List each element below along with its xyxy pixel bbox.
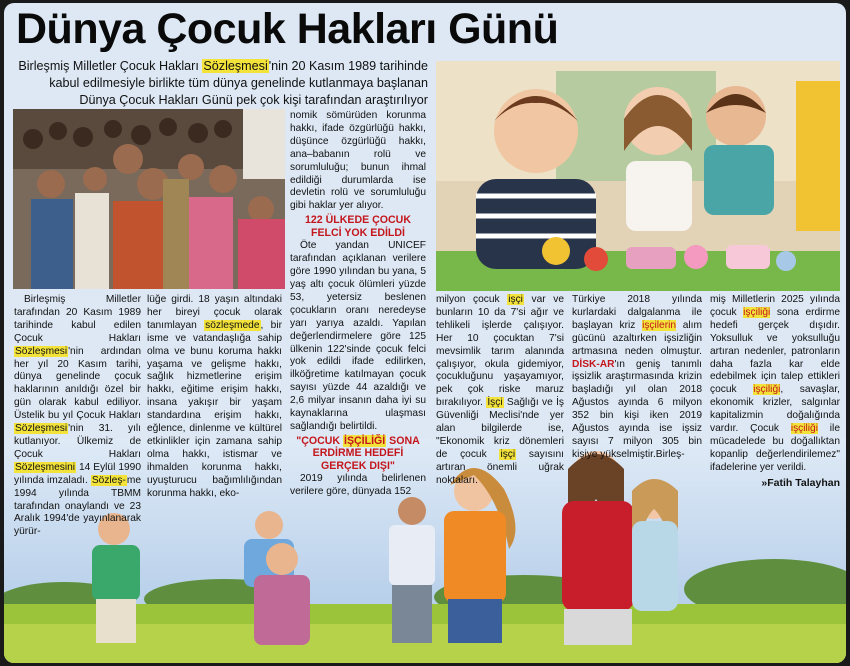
article-column-4 <box>436 294 564 488</box>
lead-paragraph <box>16 58 428 109</box>
col5-disk-ar: DİSK-AR <box>572 358 615 370</box>
lead-text-2: 'nin 20 Kasım 1989 tarihinde kabul edilmesiyle birlikte tüm dünya genelinde kutlanmaya başlanan Dünya Çocuk Hakları Günü pek çok kişi tarafından araştırılıyor <box>49 59 428 107</box>
col1-text-4: 14 Eylül 1990 yılında imzaladı. <box>14 461 141 486</box>
col1-highlight-3: Sözleşmesini <box>15 461 76 473</box>
col6-text-3: , savaşlar, ekonomik krizler, salgınlar kapitalizmin doğalığında vardır. Çocuk <box>710 384 840 435</box>
children-playing-photo <box>436 61 840 291</box>
col4-highlight-1: işçi <box>508 294 523 305</box>
col2-text-1: lüğe girdi. 18 yaşın altındaki her bireyi çocuk olarak tanımlayan <box>147 294 282 331</box>
lead-highlight: Sözleşmesi <box>203 59 268 73</box>
col1-text-1: Birleşmiş Milletler tarafından 20 Kasım 1989 tarihinde kabul edilen Çocuk Hakları <box>14 294 141 344</box>
subhead-child-labor-b: SONA ERDİRME HEDEFİ GERÇEK DIŞI" <box>312 434 420 472</box>
subhead-child-labor-highlight: İŞÇİLİĞİ <box>344 434 386 447</box>
newspaper-page <box>4 3 846 663</box>
article-column-2 <box>147 294 282 501</box>
crowd-photo <box>13 109 285 289</box>
article-column-3 <box>290 110 426 499</box>
lead-text-1: Birleşmiş Milletler Çocuk Hakları <box>18 59 203 73</box>
article-column-1 <box>14 294 141 539</box>
col5-highlight-1: işçilerin <box>642 319 677 331</box>
col6-highlight-2: işçiliği <box>753 384 781 396</box>
subhead-polio: 122 ÜLKEDE ÇOCUK FELCİ YOK EDİLDİ <box>305 214 411 239</box>
col6-text-1: miş Milletlerin 2025 yılında çocuk <box>710 294 840 318</box>
col4-text-1: milyon çocuk <box>436 294 508 305</box>
author-byline: »Fatih Talayhan <box>761 476 840 489</box>
col1-highlight-2: Sözleşmesi <box>15 423 68 435</box>
col1-highlight-4: Sözleş- <box>91 474 126 486</box>
col3-text-1: nomik sömürüden korunma hakkı, ifade özgürlüğü hakkı, düşünce özgürlüğü hakkı, ana–babanın rolü ve sorumluluğu; bunun ihmal edildiği durumlarda ise devletin rolü ve sorumluluğu gibi haklar yer alıyor. <box>290 110 426 212</box>
subhead-child-labor-a: "ÇOCUK <box>296 434 344 447</box>
col6-highlight-3: işçiliği <box>790 423 818 435</box>
subhead-child-labor <box>290 435 426 473</box>
col6-highlight-1: işçiliği <box>743 306 771 318</box>
article-column-5 <box>572 294 702 462</box>
col5-text-3: 'ın geniş tanımlı işsizlik araştırmasında krizin başladığı yıl olan 2018 Ağustos ayında 6 milyon 352 bin kişi iken 2019 Ağustos ayında ise işsiz sayısı 7 milyon 305 bin kişiye yükselmiştir.Birleş- <box>572 358 702 460</box>
article-column-6 <box>710 294 840 490</box>
col6-text-2: sona erdirme hedefi gerçek dışıdır. Yoksulluk ve yoksulluğu artıran nedenler, patronların daha fazla kar elde edebilmek için talep ettikleri çocuk <box>710 306 840 396</box>
col4-text-2: var ve bunların 10 da 7'si ağır ve tehlikeli işlerde çalışıyor. Her 10 çocuktan 7'si mevsimlik tarım alanında çalışıyor, okula gidemiyor, çocukluğunu yaşayamıyor, pek çok riske maruz bırakılıyor. <box>436 294 565 409</box>
col4-text-3: Sağlığı ve İş Güvenliği Meclisi'nde yer alan bilgilerde ise, "Ekonomik kriz dönemleri de çocuk <box>436 397 564 460</box>
col1-text-2: 'nin ardından her yıl 20 Kasım tarihi, dünya genelinde çocuk haklarının anıldığı özel bir gün olarak kabul ediliyor. Üstelik bu yıl Çocuk Hakları <box>14 345 141 422</box>
col2-highlight-1: sözleşmede <box>205 319 260 331</box>
col3-text-3: 2019 yılında belirlenen verilere göre, dünyada 152 <box>290 473 426 498</box>
col4-highlight-3: işçi <box>500 448 516 460</box>
col6-text-4: ile mücadelede bu doğallıktan kopanlip değerlendirilemez" ifadelerine yer verildi. <box>710 423 840 473</box>
col3-text-2: Öte yandan UNICEF tarafından açıklanan verilere göre 1990 yılından bu yana, 5 yaş altı çocuk ölümleri yüzde 53, yetersiz beslenen çocukların oranı neredeyse yarı yarıya azaldı. Yapılan değerlendirmelere göre 125 ülkenin 122'sinde çocuk felci yok edildi ifade edilirken, ilköğretime katılmayan çocuk sayısı yüzde 44 azaldığı ve 2,6 milyar insanın daha iyi su kaynaklarına ulaşması sağlandığı belirtildi. <box>290 240 426 432</box>
col1-text-3: 'nin 31. yılı kutlanıyor. Ülkemiz de Çocuk Hakları <box>14 423 141 460</box>
col5-text-1: Türkiye 2018 yılında kurlardaki dalgalanma ile başlayan kriz <box>572 294 702 331</box>
col4-highlight-2: İşçi <box>487 397 503 409</box>
col1-highlight-1: Sözleşmesi <box>15 345 68 357</box>
col4-text-4: sayısını artıran önemli uğrak noktaları. <box>436 448 565 486</box>
page-title: Dünya Çocuk Hakları Günü <box>16 5 559 53</box>
col5-text-2: alım gücünü azaltırken işsizliğin artmasına neden olmuştur. <box>572 319 702 357</box>
col1-text-5: me 1994 yılında TBMM tarafından onaylandı ve 23 Aralık 1994'de yayınlanarak yürür- <box>14 474 141 538</box>
col2-text-2: , bir isme ve vatandaşlığa sahip olma ve bunu koruma hakkı yaşama ve gelişme hakkı, sağlık hizmetlerine erişim hakkı, eğitime erişim hakkı, insana yakışır bir yaşam standardına erişim hakkı, eğlence, dinlenme ve kültürel etkinlikler için zamana sahip olma hakkı, istismar ve ihmalden korunma hakkı, uyuşturucu bağımlılığından korunma hakkı, eko- <box>147 319 282 499</box>
